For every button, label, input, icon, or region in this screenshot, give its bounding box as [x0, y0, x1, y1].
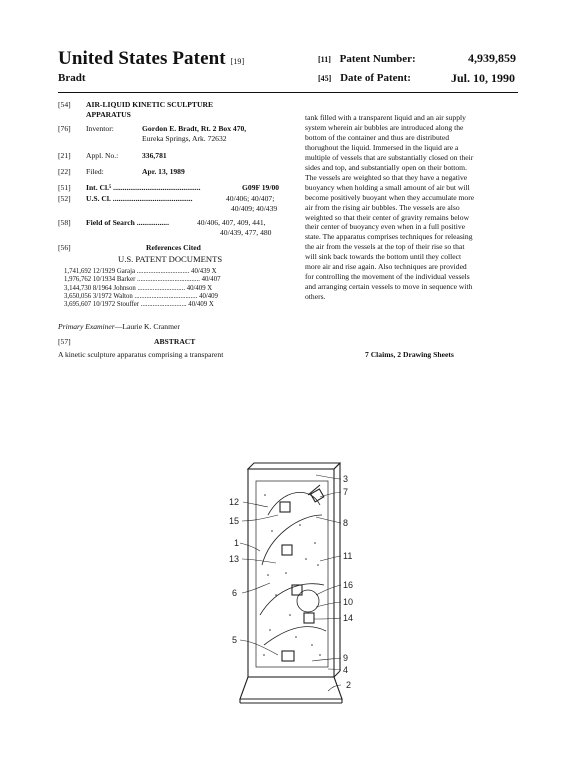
primary-examiner: Primary Examiner—Laurie K. Cranmer: [58, 322, 180, 331]
figure-label: 7: [343, 487, 349, 497]
figure-label: 3: [343, 474, 349, 484]
appl-code: [21]: [58, 151, 71, 160]
references-table: [64, 268, 221, 309]
uscl-value2: 40/409; 40/439: [231, 204, 278, 213]
field-label: Field of Search .................: [86, 218, 169, 227]
inventor-line1: Gordon E. Bradt, Rt. 2 Box 470,: [142, 124, 247, 133]
intcl-value: G09F 19/00: [242, 183, 280, 192]
tank-lid: [248, 463, 340, 469]
figure-label: 11: [343, 551, 353, 561]
abstract-line: system wherein air bubbles are introduced along the: [305, 122, 464, 132]
tank-base: [240, 677, 342, 699]
reference-row: 1,741,692 12/1929 Garaja ............................... 40/439 X: [64, 268, 217, 275]
filed-code: [22]: [58, 167, 71, 176]
uscl-label: U.S. Cl. ..........................................: [86, 194, 193, 203]
figure-label: 13: [229, 554, 240, 564]
wheel: [297, 590, 319, 612]
intcl-label: Int. Cl.⁵ ..............................................: [86, 183, 201, 192]
figure-label: 4: [343, 665, 349, 675]
abstract-line: state. The apparatus comprises techniques for releasing: [305, 232, 473, 242]
abstract-line: their center of buoyancy even when in a full positive: [305, 222, 466, 232]
abstract-continuation: [305, 113, 523, 302]
abstract-line: will sink back towards the bottom until they collect: [305, 252, 462, 262]
invention-title-line1: AIR-LIQUID KINETIC SCULPTURE: [86, 100, 214, 109]
claims-count: 7 Claims, 2 Drawing Sheets: [365, 350, 454, 359]
abstract-start: A kinetic sculpture apparatus comprising a transparent: [58, 350, 224, 359]
figure-label: 12: [229, 497, 240, 507]
intcl-code: [51]: [58, 183, 71, 192]
vessel: [280, 502, 290, 512]
figure-label: 14: [343, 613, 354, 623]
reference-row: 3,650,056 3/1972 Walton ..................................... 40/409: [64, 292, 218, 300]
abstract-line: sides and top, and substantially open on their bottom.: [305, 162, 467, 172]
inventor-code: [76]: [58, 124, 71, 133]
appl-label: Appl. No.:: [86, 151, 119, 160]
date-of-patent-row: [45] Date of Patent:: [318, 72, 411, 84]
date-of-patent: Jul. 10, 1990: [451, 71, 516, 85]
uscl-code: [52]: [58, 194, 71, 203]
abstract-line: The vessels are weighted so that they have a negative: [305, 172, 468, 182]
inventor-line2: Eureka Springs, Ark. 72632: [142, 134, 227, 143]
figure-label: 1: [234, 538, 240, 548]
abstract-line: bottom of the container and thus are distributed: [305, 132, 450, 142]
title-code: [54]: [58, 100, 71, 109]
refs-code: [56]: [58, 243, 71, 252]
figure-label: 15: [229, 516, 240, 526]
abstract-line: for controlling the movement of the individual vessels: [305, 272, 470, 282]
figure-label: 10: [343, 597, 354, 607]
figure-label: 9: [343, 653, 349, 663]
figure-label: 16: [343, 580, 354, 590]
patent-number-row: [11] Patent Number:: [318, 53, 416, 65]
abstract-line: tank filled with a transparent liquid and an air supply: [305, 113, 466, 122]
vessel: [282, 651, 294, 661]
appl-number: 336,781: [142, 151, 167, 160]
refs-title: References Cited: [146, 243, 201, 252]
invention-title-line2: APPARATUS: [86, 110, 131, 119]
tank-body: [248, 469, 334, 677]
patent-header-title: United States Patent [19]: [58, 48, 245, 69]
abstract-line: thorughout the liquid. Immersed in the liquid are a: [305, 142, 459, 152]
uscl-value1: 40/406; 40/407;: [226, 194, 275, 203]
inventor-label: Inventor:: [86, 124, 114, 133]
field-code: [58]: [58, 218, 71, 227]
vessel: [282, 545, 292, 555]
abstract-line: weighted so that their center of gravity remains below: [305, 212, 470, 222]
reference-row: 3,695,607 10/1972 Stouffer ........................... 40/409 X: [64, 301, 214, 309]
refs-subtitle: U.S. PATENT DOCUMENTS: [118, 254, 223, 264]
abstract-title: ABSTRACT: [154, 337, 196, 346]
figure-label: 5: [232, 635, 238, 645]
field-value1: 40/406, 407, 409, 441,: [197, 218, 266, 227]
abstract-line: become positively buoyant when they accumulate more: [305, 192, 475, 202]
figure-label: 2: [346, 680, 352, 690]
field-value2: 40/439, 477, 480: [220, 228, 272, 237]
abstract-line: multiple of vessels that are substantially closed on their: [305, 152, 474, 162]
abstract-line: the air from the vessels at the top of their rise so that: [305, 242, 465, 252]
patent-number: 4,939,859: [468, 51, 516, 65]
figure-label: 8: [343, 518, 349, 528]
abstract-code: [57]: [58, 337, 71, 346]
header-rule: [58, 92, 518, 93]
filed-label: Filed:: [86, 167, 104, 176]
abstract-line: air from the rising air bubbles. The vessels are also: [305, 202, 460, 212]
inventor-surname: Bradt: [58, 72, 86, 84]
abstract-line: buoyancy when holding a small amount of air but will: [305, 182, 470, 192]
abstract-line: others.: [305, 292, 326, 302]
reference-row: 3,144,730 8/1964 Johnson ............................ 40/409 X: [64, 284, 213, 292]
abstract-line: and arranging certain vessels to move in sequence with: [305, 282, 473, 292]
abstract-line: more air and rise again. Also techniques are provided: [305, 262, 467, 272]
figure-label: 6: [232, 588, 238, 598]
filed-date: Apr. 13, 1989: [142, 167, 185, 176]
vessel: [304, 613, 314, 623]
reference-row: 1,976,762 10/1934 Barker ..................................... 40/407: [64, 276, 221, 284]
